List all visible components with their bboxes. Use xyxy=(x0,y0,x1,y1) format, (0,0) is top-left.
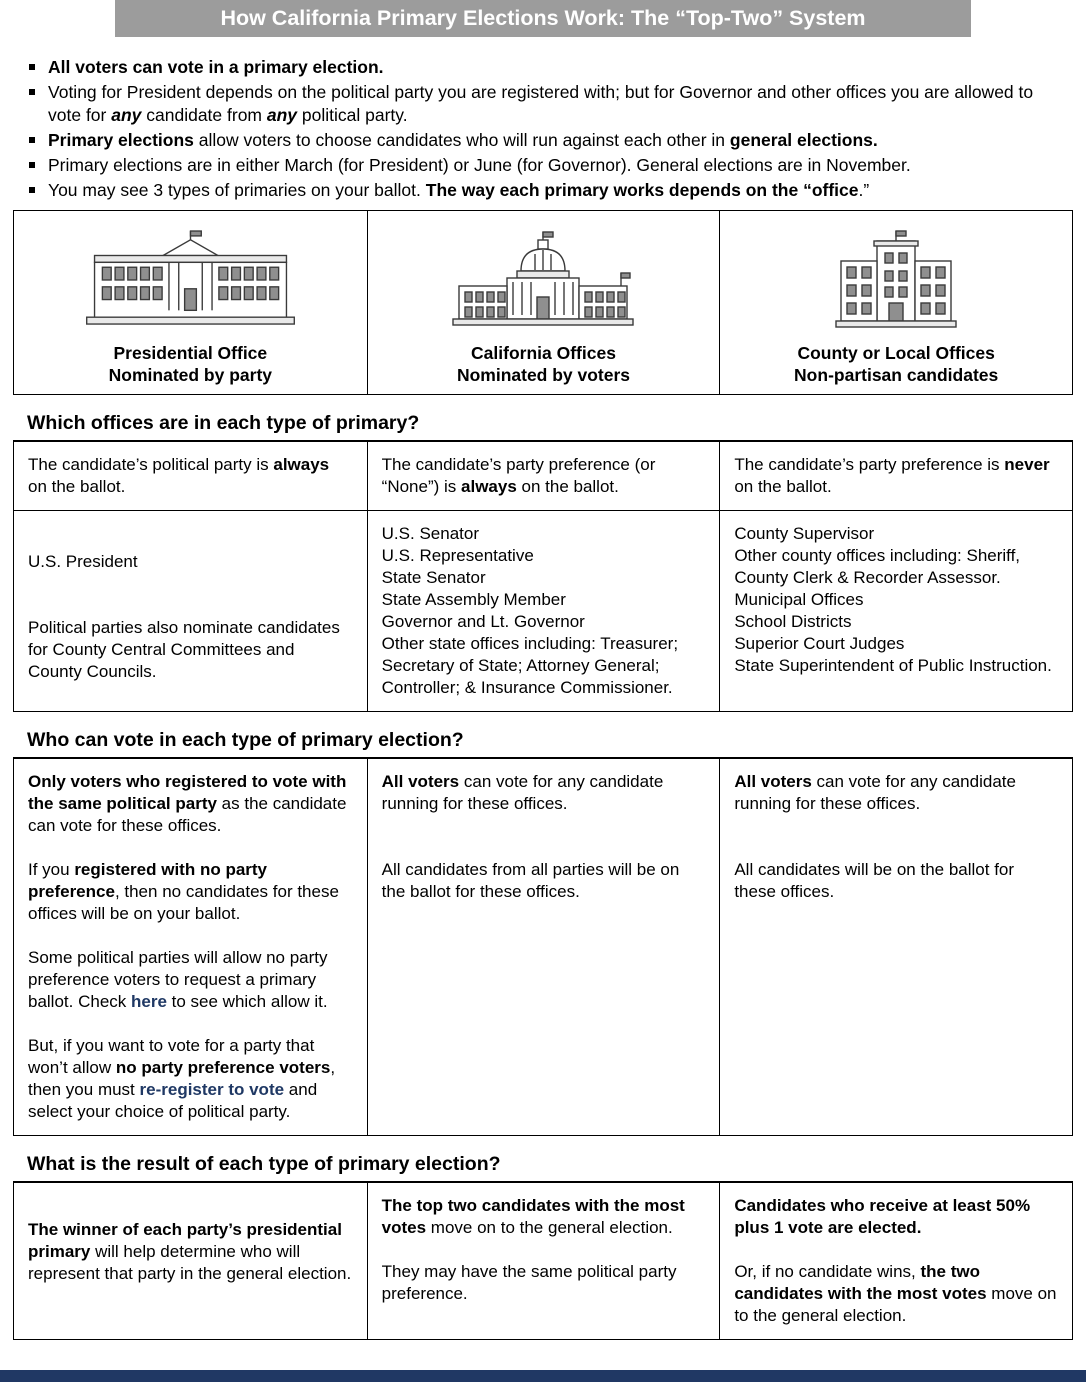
text-segment: The candidate’s political party is xyxy=(28,455,274,474)
cell-paragraph xyxy=(382,1195,706,1239)
cell-paragraph xyxy=(734,1261,1058,1327)
ballot-cell-presidential xyxy=(14,442,367,510)
text-segment: always xyxy=(273,455,330,474)
ballot-cell-california xyxy=(367,442,720,510)
office-type-subtitle: Nominated by voters xyxy=(456,365,631,385)
cell-paragraph xyxy=(382,859,706,903)
text-segment: Some political parties will allow no party preference voters to request a primary ballot. Check xyxy=(28,948,328,1011)
cell-paragraph xyxy=(28,1035,353,1123)
county-building-icon xyxy=(730,227,1062,329)
office-list-line: Superior Court Judges xyxy=(734,634,905,653)
results-table xyxy=(13,1183,1073,1340)
offices-cell-california xyxy=(367,511,720,711)
text-segment: You may see 3 types of primaries on your ballot. xyxy=(48,180,426,200)
cell-paragraph xyxy=(28,1219,353,1285)
cell-paragraph xyxy=(382,454,706,498)
bullet-item xyxy=(29,129,1071,152)
section-heading-results: What is the result of each type of primary election? xyxy=(13,1145,1073,1183)
text-segment: political party. xyxy=(297,105,408,125)
cell-paragraph xyxy=(28,947,353,1013)
offices-row xyxy=(14,510,1072,711)
text-segment: All voters can vote in a primary election. xyxy=(48,57,384,77)
text-segment: The winner of each party’s presidential primary xyxy=(28,1220,342,1261)
bullet-text xyxy=(48,129,1071,152)
text-segment: , then no candidates for these offices will be on your ballot. xyxy=(28,882,339,923)
office-list-line: Governor and Lt. Governor xyxy=(381,612,585,631)
cell-paragraph xyxy=(28,859,353,925)
voting-cell-california xyxy=(367,759,720,1135)
text-segment: general elections. xyxy=(729,130,878,150)
office-list-line: Other state offices including: Treasurer; Secretary of State; Attorney General; Controller; & Insurance Commissioner. xyxy=(381,634,679,697)
office-type-subtitle: Nominated by party xyxy=(108,365,273,385)
page-title: How California Primary Elections Work: The “Top-Two” System xyxy=(220,6,866,30)
text-segment: Primary elections are in either March (for President) or June (for Governor). General elections are in November. xyxy=(48,155,911,175)
voting-cell-presidential xyxy=(14,759,367,1135)
bullet-text xyxy=(48,81,1071,127)
page-header xyxy=(115,0,971,37)
cell-paragraph xyxy=(382,1261,706,1305)
re-register-to-vote-link[interactable]: re-register to vote xyxy=(139,1080,285,1099)
white-house-icon xyxy=(24,227,357,329)
text-segment: If you xyxy=(28,860,75,879)
cell-paragraph: U.S. President xyxy=(28,552,138,571)
text-segment: All voters xyxy=(734,772,812,791)
office-list-line: State Assembly Member xyxy=(381,590,566,609)
text-segment: never xyxy=(1004,455,1050,474)
voting-cell-county xyxy=(719,759,1072,1135)
footer-accent-bar xyxy=(0,1370,1086,1382)
cell-paragraph xyxy=(734,859,1058,903)
text-segment: will help determine who will represent that party in the general election. xyxy=(28,1242,352,1283)
offices-table xyxy=(13,442,1073,712)
section-heading-voting: Who can vote in each type of primary election? xyxy=(13,721,1073,759)
office-list-line: State Superintendent of Public Instruction. xyxy=(734,656,1052,675)
text-segment: The way each primary works depends on the “office xyxy=(425,180,859,200)
text-segment: on the ballot. xyxy=(28,477,126,496)
text-segment: All candidates will be on the ballot for these offices. xyxy=(734,860,1015,901)
text-segment: no party preference voters xyxy=(115,1058,331,1077)
voting-table xyxy=(13,759,1073,1136)
office-type-title: California Offices xyxy=(471,343,616,363)
bullet-item xyxy=(29,179,1071,202)
text-segment: Primary elections xyxy=(48,130,194,150)
results-row xyxy=(14,1183,1072,1339)
square-bullet-icon xyxy=(29,89,35,95)
ballot-row xyxy=(14,442,1072,510)
office-list-line: Other county offices including: Sheriff, County Clerk & Recorder Assessor. xyxy=(734,546,1021,587)
cell-paragraph xyxy=(28,454,353,498)
text-segment: Voting for President depends on the political party you are registered with; but for Governor and other offices you are allowed to vote for xyxy=(48,82,1034,125)
office-type-presidential xyxy=(14,211,367,394)
text-segment: can vote for any candidate running for these offices. xyxy=(734,772,1016,813)
office-list-line: School Districts xyxy=(734,612,852,631)
office-type-title: Presidential Office xyxy=(113,343,268,363)
cell-paragraph: Political parties also nominate candidates for County Central Committees and County Councils. xyxy=(28,618,340,681)
document-body xyxy=(13,56,1073,1340)
text-segment: always xyxy=(461,477,517,496)
text-segment: Or, if no candidate wins, xyxy=(734,1262,921,1281)
text-segment: any xyxy=(266,105,298,125)
text-segment: , then you must xyxy=(28,1058,336,1099)
text-segment: on the ballot. xyxy=(734,477,832,496)
text-segment: allow voters to choose candidates who will run against each other in xyxy=(193,130,730,150)
results-cell-california xyxy=(367,1183,720,1339)
text-segment: to see which allow it. xyxy=(166,992,328,1011)
text-segment: The top two candidates with the most votes xyxy=(381,1196,685,1237)
cell-paragraph xyxy=(28,771,353,837)
bullet-text xyxy=(48,154,1071,177)
office-list-line: County Supervisor xyxy=(734,524,875,543)
bullet-item xyxy=(29,81,1071,127)
offices-cell-presidential xyxy=(14,511,367,711)
text-segment: registered with no party preference xyxy=(28,860,268,901)
bullet-item xyxy=(29,154,1071,177)
results-cell-presidential xyxy=(14,1183,367,1339)
cell-paragraph xyxy=(734,771,1058,815)
office-list-line: Municipal Offices xyxy=(734,590,864,609)
text-segment: Only voters who registered to vote with the same political party xyxy=(28,772,347,813)
text-segment: move on to the general election. xyxy=(426,1218,673,1237)
office-list-line: State Senator xyxy=(381,568,486,587)
ballot-cell-county xyxy=(719,442,1072,510)
office-types-table xyxy=(13,210,1073,395)
text-segment: any xyxy=(111,105,142,125)
office-type-title: County or Local Offices xyxy=(797,343,995,363)
square-bullet-icon xyxy=(29,137,35,143)
office-type-county xyxy=(719,211,1072,394)
bullet-text xyxy=(48,179,1071,202)
text-segment: the two candidates with the most votes xyxy=(734,1262,987,1303)
section-heading-offices: Which offices are in each type of primary? xyxy=(13,404,1073,442)
offices-cell-county xyxy=(719,511,1072,711)
text-segment: can vote for any candidate running for these offices. xyxy=(381,772,664,813)
text-segment: The candidate’s party preference is xyxy=(734,455,1005,474)
text-segment: as the candidate can vote for these offices. xyxy=(28,794,347,835)
text-segment: on the ballot. xyxy=(516,477,619,496)
text-segment: All voters xyxy=(381,772,460,791)
here-link[interactable]: here xyxy=(131,992,167,1011)
text-segment: All candidates from all parties will be on the ballot for these offices. xyxy=(381,860,680,901)
text-segment: .” xyxy=(858,180,870,200)
results-cell-county xyxy=(719,1183,1072,1339)
bullet-item xyxy=(29,56,1071,79)
cell-paragraph xyxy=(734,1195,1058,1239)
bullet-text xyxy=(48,56,1071,79)
cell-paragraph xyxy=(382,771,706,815)
square-bullet-icon xyxy=(29,162,35,168)
office-list-line: U.S. Representative xyxy=(381,546,534,565)
office-type-california xyxy=(367,211,720,394)
text-segment: But, if you want to vote for a party that won’t allow xyxy=(28,1036,315,1077)
cell-paragraph xyxy=(734,454,1058,498)
office-list-line: U.S. Senator xyxy=(381,524,479,543)
text-segment: and select your choice of political party. xyxy=(28,1080,318,1121)
text-segment: They may have the same political party preference. xyxy=(381,1262,677,1303)
office-type-subtitle: Non-partisan candidates xyxy=(794,365,999,385)
text-segment: Candidates who receive at least 50% plus 1 vote are elected. xyxy=(734,1196,1031,1237)
intro-bullet-list xyxy=(13,56,1073,202)
text-segment: The candidate’s party preference (or “None”) is xyxy=(381,455,656,496)
capitol-icon xyxy=(378,227,710,329)
text-segment: move on to the general election. xyxy=(734,1284,1057,1325)
text-segment: candidate from xyxy=(141,105,267,125)
square-bullet-icon xyxy=(29,187,35,193)
square-bullet-icon xyxy=(29,64,35,70)
voting-row xyxy=(14,759,1072,1135)
